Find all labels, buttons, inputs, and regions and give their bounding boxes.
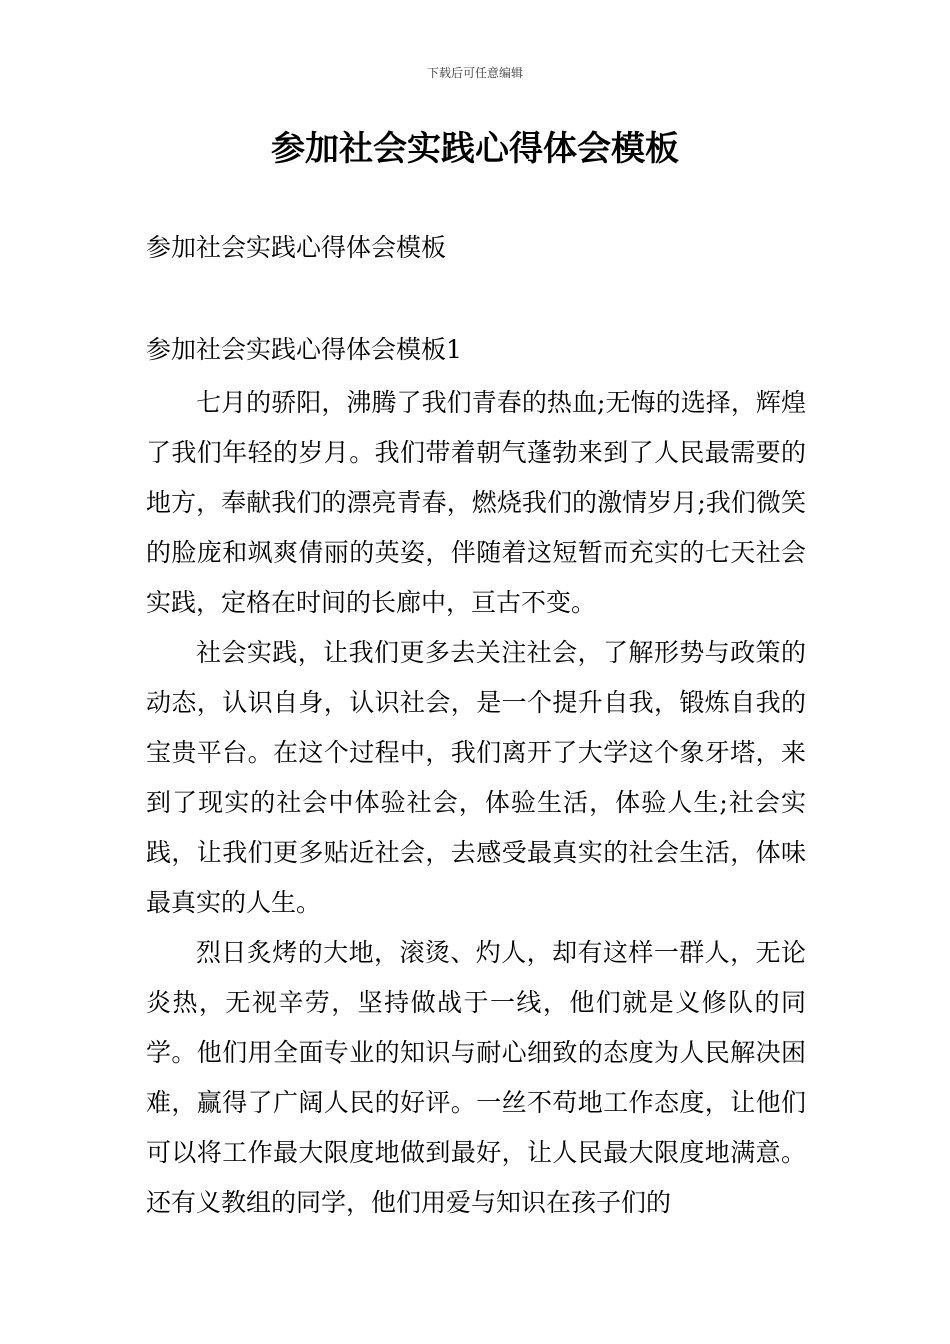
header-note: 下载后可任意编辑 <box>426 66 523 80</box>
body-text <box>146 378 806 1228</box>
paragraph-1: 七月的骄阳，沸腾了我们青春的热血;无悔的选择，辉煌了我们年轻的岁月。我们带着朝气蓬勃来到了人民最需要的地方，奉献我们的漂亮青春，燃烧我们的激情岁月;我们微笑的脸庞和飒爽倩丽的英姿，伴随着这短暂而充实的七天社会实践，定格在时间的长廊中，亘古不变。 <box>146 388 806 617</box>
paragraph-2: 社会实践，让我们更多去关注社会，了解形势与政策的动态，认识自身，认识社会，是一个提升自我，锻炼自我的宝贵平台。在这个过程中，我们离开了大学这个象牙塔，来到了现实的社会中体验社会，体验生活，体验人生;社会实践，让我们更多贴近社会，去感受最真实的社会生活，体味最真实的人生。 <box>146 638 806 917</box>
section-heading: 参加社会实践心得体会模板1 <box>146 335 462 364</box>
document-subtitle: 参加社会实践心得体会模板 <box>146 233 447 262</box>
document-title: 参加社会实践心得体会模板 <box>271 129 679 169</box>
paragraph-3: 烈日炙烤的大地，滚烫、灼人，却有这样一群人，无论炎热，无视辛劳，坚持做战于一线，他们就是义修队的同学。他们用全面专业的知识与耐心细致的态度为人民解决困难，赢得了广阔人民的好评。一丝不苟地工作态度，让他们可以将工作最大限度地做到最好，让人民最大限度地满意。还有义教组的同学，他们用爱与知识在孩子们的 <box>146 938 806 1217</box>
